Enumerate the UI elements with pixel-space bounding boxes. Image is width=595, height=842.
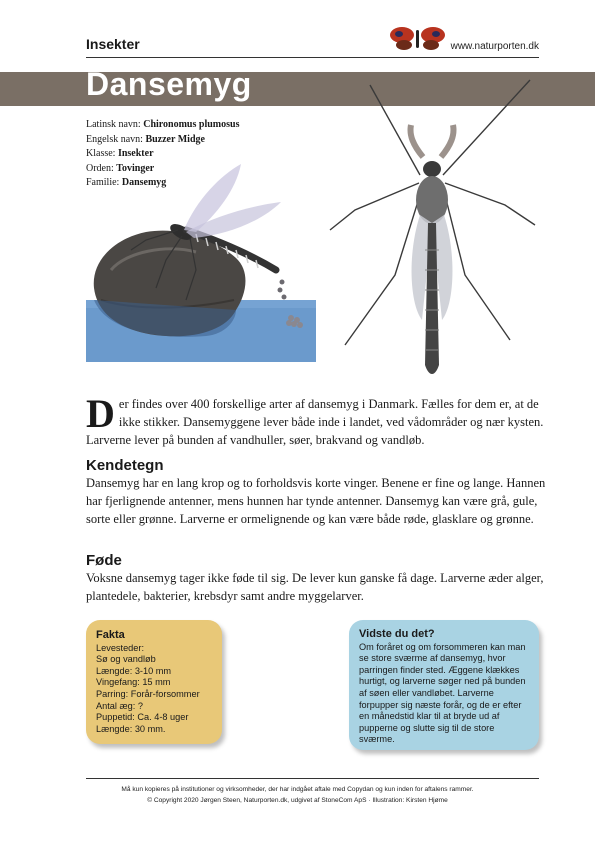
fakta-line: Sø og vandløb — [96, 654, 156, 665]
page-title: Dansemyg — [86, 66, 252, 102]
fact-value: Dansemyg — [121, 177, 167, 188]
fact-value: Chironomus plumosus — [143, 119, 240, 130]
fakta-title: Fakta — [96, 629, 125, 641]
fakta-line: Levesteder: — [96, 642, 145, 653]
vidste-du-det-box — [349, 620, 539, 750]
site-url[interactable]: www.naturporten.dk — [450, 40, 539, 52]
fact-label: Orden: — [86, 162, 114, 174]
kendetegn-text: Dansemyg har en lang krop og to forholdsvis korte vinger. Benene er fine og lange. Hannen har fjerlignende antenner, mens hunnen har tynde antenner. Dansemyg kan være grå, gule, sorte eller grønne. Larverne er ormelignende og kan være både røde, glasklare og grønne. — [86, 476, 546, 526]
fact-label: Familie: — [86, 177, 120, 188]
footer-copyright: © Copyright 2020 Jørgen Steen, Naturporten.dk, udgivet af StoneCom ApS · Illustration: Kirsten Hjøme — [147, 797, 448, 804]
fact-value: Insekter — [117, 148, 154, 159]
fakta-box — [86, 620, 222, 744]
intro-paragraph — [86, 391, 546, 449]
fact-label: Klasse: — [86, 148, 116, 159]
kendetegn-heading: Kendetegn — [86, 457, 164, 474]
fact-value: Tovinger — [116, 162, 155, 174]
intro-text: er findes over 400 forskellige arter af dansemyg i Danmark. Fælles for dem er, at de ikke stikker. Dansemyggene lever både inde i landet, ved vådområder og nær kysten. Larverne lever på bunden af vandhuller, søer, brakvand og vandløb. — [86, 397, 544, 447]
fakta-line: Vingefang: 15 mm — [96, 677, 171, 688]
vidste-text: Om foråret og om forsommeren kan man se store sværme af dansemyg, hvor parringen finder sted. Æggene klækkes hurtigt, og larverne søger ned på bunden af søen eller vandløbet. Larverne forpupper sig næste forår, og de er efter en månedstid klar til at bryde ud af pupperne og slutte sig til de store sværme. — [359, 641, 526, 745]
fakta-line: Antal æg: ? — [96, 700, 143, 711]
fakta-line: Længde: 3-10 mm — [96, 665, 172, 676]
footer-license: Må kun kopieres på institutioner og virksomheder, der har indgået aftale med Copydan og kun inden for aftalens rammer. — [121, 786, 474, 793]
drop-cap: D — [86, 391, 115, 436]
foede-text: Voksne dansemyg tager ikke føde til sig. De lever kun ganske få dage. Larverne æder alger, plantedele, bakterier, krebsdyr samt andre myggelarver. — [86, 571, 544, 603]
footer-divider — [86, 778, 539, 779]
vidste-title: Vidste du det? — [359, 628, 435, 640]
fact-row — [86, 133, 239, 148]
foede-heading: Føde — [86, 552, 122, 569]
midge-illustration — [325, 75, 540, 385]
fact-row — [86, 118, 239, 133]
fact-label: Engelsk navn: — [86, 133, 143, 145]
fakta-line: Parring: Forår-forsommer — [96, 688, 200, 699]
fakta-line: Puppetid: Ca. 4-8 uger — [96, 712, 189, 723]
egg-laying-illustration — [86, 160, 321, 365]
butterfly-logo-icon — [389, 26, 447, 52]
fakta-line: Længde: 30 mm. — [96, 723, 166, 734]
category-label: Insekter — [86, 36, 140, 52]
site-brand[interactable] — [389, 26, 539, 52]
fact-value: Buzzer Midge — [145, 133, 205, 145]
header-divider — [86, 57, 539, 58]
fact-label: Latinsk navn: — [86, 119, 141, 130]
